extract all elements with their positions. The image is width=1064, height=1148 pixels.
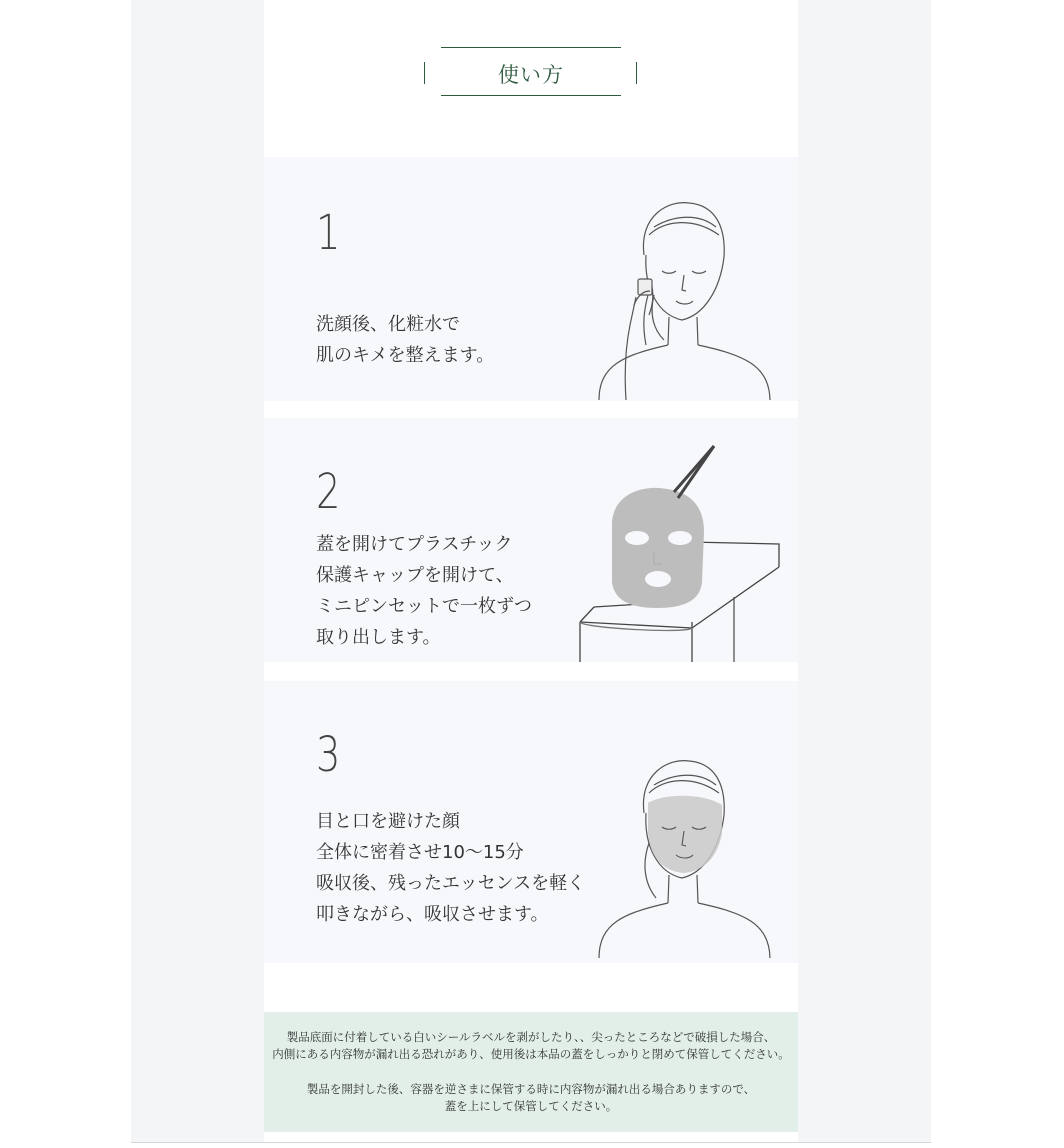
step-3-card — [264, 681, 798, 963]
mask-and-tweezers-illustration — [574, 442, 784, 662]
section-title: 使い方 — [498, 63, 564, 87]
notice-line: 蓋を上にして保管してください。 — [444, 1099, 618, 1113]
step-line: 肌のキメを整えます。 — [316, 345, 495, 366]
notice-line: 製品を開封した後、容器を逆さまに保管する時に内容物が漏れ出る場合ありますので、 — [306, 1082, 756, 1096]
section-title-frame — [424, 47, 638, 97]
woman-applying-toner-illustration — [594, 195, 774, 401]
step-1-card — [264, 157, 798, 401]
step-line: ミニピンセットで一枚ずつ — [316, 596, 532, 617]
caution-notice — [264, 1012, 798, 1132]
step-line: 叩きながら、吸収させます。 — [316, 904, 549, 925]
title-right-bar — [636, 62, 637, 84]
step-2-card — [264, 418, 798, 662]
usage-content — [264, 0, 798, 1148]
step-number: 1 — [316, 205, 341, 261]
step-description — [316, 529, 532, 653]
step-line: 蓋を開けてプラスチック — [316, 534, 513, 555]
step-line: 全体に密着させ10〜15分 — [316, 842, 524, 863]
step-line: 洗顔後、化粧水で — [316, 314, 460, 335]
step-line: 取り出します。 — [316, 627, 441, 648]
step-number: 2 — [316, 464, 341, 520]
woman-wearing-mask-illustration — [594, 753, 774, 963]
title-bottom-rule — [441, 95, 621, 96]
title-top-rule — [441, 47, 621, 48]
page-bottom-edge — [131, 1142, 931, 1148]
notice-line: 内側にある内容物が漏れ出る恐れがあり、使用後は本品の蓋をしっかりと閉めて保管してください。 — [272, 1047, 790, 1061]
step-line: 保護キャップを開けて、 — [316, 565, 514, 586]
step-description — [316, 309, 494, 371]
step-number: 3 — [316, 727, 341, 783]
step-line: 吸収後、残ったエッセンスを軽く — [316, 873, 586, 894]
step-line: 目と口を避けた顔 — [316, 811, 460, 832]
step-description — [316, 806, 585, 930]
notice-line: 製品底面に付着している白いシールラベルを剥がしたり、、尖ったところなどで破損した場合、 — [286, 1030, 776, 1044]
